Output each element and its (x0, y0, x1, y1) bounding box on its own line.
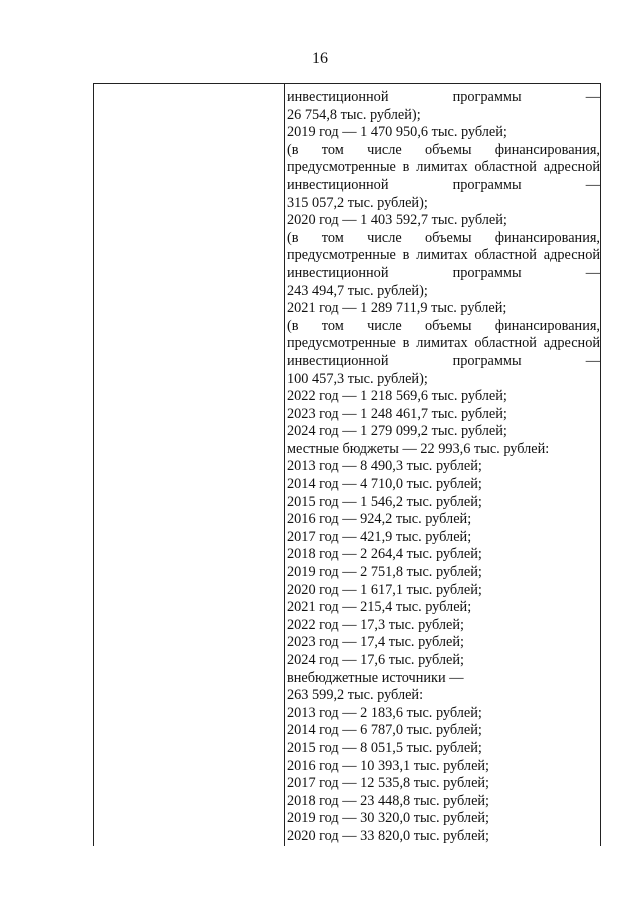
text-line: инвестиционной программы — (287, 89, 600, 105)
text-line: 2018 год — 23 448,8 тыс. рублей; (287, 792, 490, 809)
page-number: 16 (312, 50, 328, 67)
text-line: предусмотренные в лимитах областной адресной (287, 335, 600, 352)
text-line: 243 494,7 тыс. рублей); (287, 282, 428, 299)
text-line: 2017 год — 12 535,8 тыс. рублей; (287, 775, 490, 792)
text-line: 26 754,8 тыс. рублей); (287, 106, 421, 123)
text-line: 2024 год — 17,6 тыс. рублей; (287, 652, 465, 668)
column-divider (284, 84, 285, 846)
text-line: 2019 год — 1 470 950,6 тыс. рублей; (287, 124, 507, 141)
text-line: 2020 год — 1 403 592,7 тыс. рублей; (287, 212, 507, 229)
text-line: 2015 год — 1 546,2 тыс. рублей; (287, 493, 482, 510)
text-line: 315 057,2 тыс. рублей); (287, 194, 428, 211)
text-line: 100 457,3 тыс. рублей); (287, 370, 428, 387)
text-line: (в том числе объемы финансирования, (287, 317, 600, 334)
text-line: предусмотренные в лимитах областной адресной (287, 247, 600, 264)
text-line: 2024 год — 1 279 099,2 тыс. рублей; (287, 423, 507, 440)
text-line: 2013 год — 2 183,6 тыс. рублей; (287, 704, 482, 721)
text-line: 2018 год — 2 264,4 тыс. рублей; (287, 546, 482, 563)
text-line: 2016 год — 10 393,1 тыс. рублей; (287, 757, 490, 774)
text-line: 2020 год — 1 617,1 тыс. рублей; (287, 581, 482, 598)
text-line: 263 599,2 тыс. рублей: (287, 687, 424, 704)
text-line: предусмотренные в лимитах областной адресной (287, 159, 600, 176)
text-line: 2017 год — 421,9 тыс. рублей; (287, 528, 472, 545)
text-line: инвестиционной программы — (287, 264, 600, 281)
text-line: 2013 год — 8 490,3 тыс. рублей; (287, 458, 482, 475)
text-line: 2022 год — 1 218 569,6 тыс. рублей; (287, 388, 507, 405)
text-line: 2023 год — 17,4 тыс. рублей; (287, 634, 465, 651)
text-line: (в том числе объемы финансирования, (287, 229, 600, 246)
text-line: 2014 год — 6 787,0 тыс. рублей; (287, 722, 482, 739)
text-line: 2020 год — 33 820,0 тыс. рублей; (287, 827, 490, 844)
text-line: 2016 год — 924,2 тыс. рублей; (287, 511, 472, 528)
text-line: внебюджетные источники — (287, 669, 464, 686)
text-line: 2021 год — 1 289 711,9 тыс. рублей; (287, 300, 507, 317)
financing-text (287, 89, 600, 846)
text-line: инвестиционной программы — (287, 176, 600, 193)
text-line: 2019 год — 30 320,0 тыс. рублей; (287, 810, 490, 827)
text-line: местные бюджеты — 22 993,6 тыс. рублей: (287, 440, 550, 457)
text-line: 2022 год — 17,3 тыс. рублей; (287, 616, 465, 633)
text-line: 2014 год — 4 710,0 тыс. рублей; (287, 476, 482, 493)
text-line: (в том числе объемы финансирования, (287, 141, 600, 158)
text-line: 2019 год — 2 751,8 тыс. рублей; (287, 564, 482, 581)
text-line: 2023 год — 1 248 461,7 тыс. рублей; (287, 405, 507, 422)
text-line: инвестиционной программы — (287, 352, 600, 369)
text-line: 2021 год — 215,4 тыс. рублей; (287, 599, 472, 616)
text-line: 2015 год — 8 051,5 тыс. рублей; (287, 739, 482, 756)
